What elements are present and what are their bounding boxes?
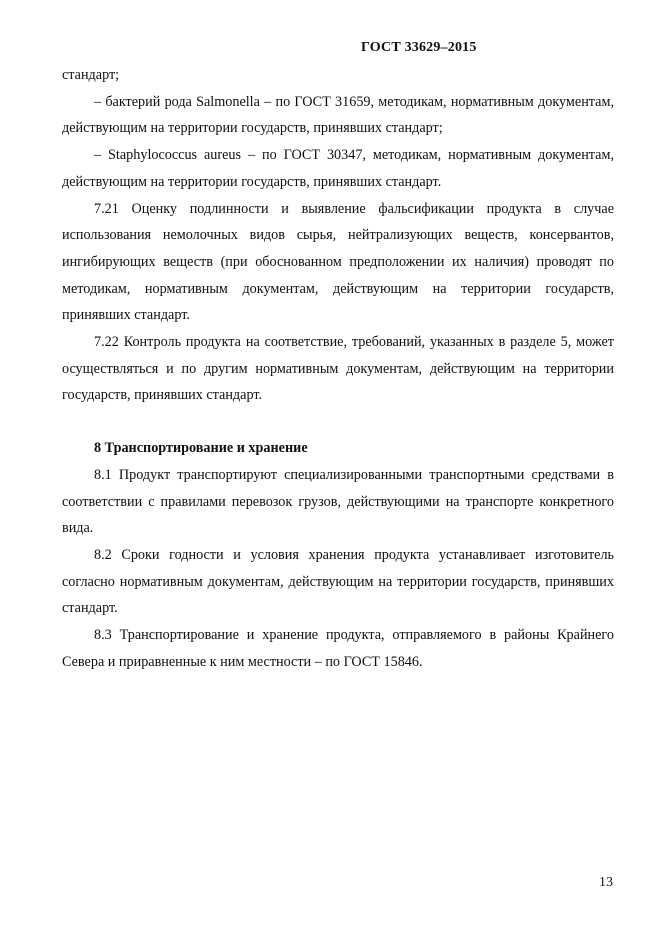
list-item-staphylococcus: – Staphylococcus aureus – по ГОСТ 30347, методикам, нормативным документам, действующим на территории государств, принявших стандарт.	[62, 147, 614, 190]
paragraph-8-3: 8.3 Транспортирование и хранение продукта, отправляемого в районы Крайнего Севера и приравненные к ним местности – по ГОСТ 15846.	[62, 627, 614, 670]
document-body	[62, 62, 614, 675]
document-header: ГОСТ 33629–2015	[361, 40, 477, 55]
paragraph-7-22: 7.22 Контроль продукта на соответствие, требований, указанных в разделе 5, может осуществляться и по другим нормативным документам, действующим на территории государств, принявших стандарт.	[62, 334, 614, 404]
paragraph-continuation: стандарт;	[62, 67, 120, 83]
paragraph-8-1: 8.1 Продукт транспортируют специализированными транспортными средствами в соответствии с правилами перевозок грузов, действующими на транспорте конкретного вида.	[62, 466, 614, 537]
page-number: 13	[599, 875, 613, 890]
section-heading-8: 8 Транспортирование и хранение	[94, 440, 308, 457]
paragraph-8-2: 8.2 Сроки годности и условия хранения продукта устанавливает изготовитель согласно нормативным документам, действующим на территории государств, принявших стандарт.	[62, 546, 614, 617]
paragraph-7-21: 7.21 Оценку подлинности и выявление фальсификации продукта в случае использования немолочных видов сырья, нейтрализующих веществ, консервантов, ингибирующих веществ (при обоснованном предположении их наличия) проводят по методикам, нормативным документам, действующим на территории государств, принявших стандарт.	[62, 200, 614, 324]
list-item-salmonella: – бактерий рода Salmonella – по ГОСТ 31659, методикам, нормативным документам, действующим на территории государств, принявших стандарт;	[62, 93, 614, 137]
